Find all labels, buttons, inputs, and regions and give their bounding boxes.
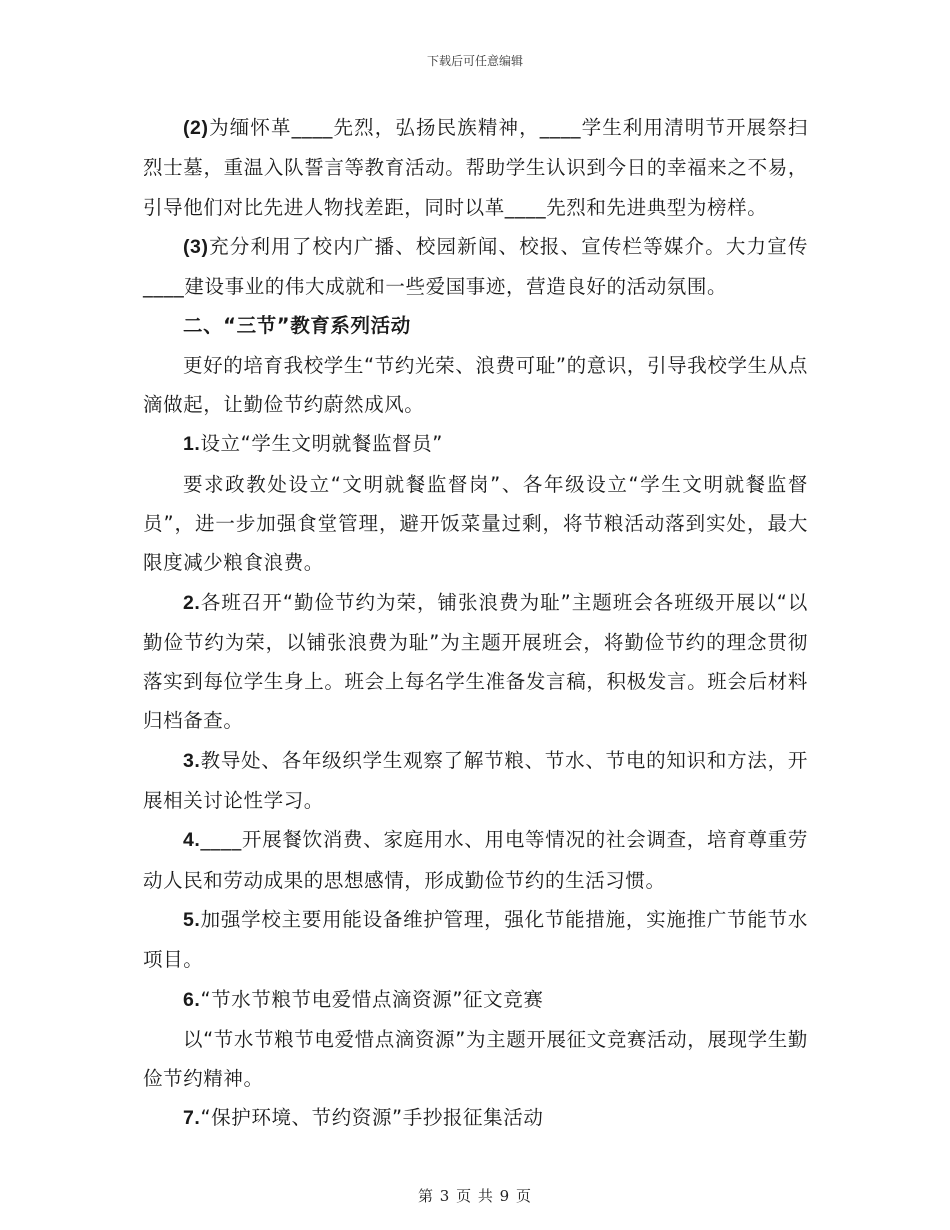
section-heading xyxy=(143,306,808,345)
paragraph-item-3 xyxy=(143,227,808,307)
paragraph-text: 设立“学生文明就餐监督员” xyxy=(200,432,443,456)
paragraph-text: 加强学校主要用能设备维护管理，强化节能措施，实施推广节能节水项目。 xyxy=(143,907,808,972)
list-item-6-title xyxy=(143,980,808,1020)
list-item-6-body xyxy=(143,1020,808,1099)
intro-paragraph xyxy=(143,346,808,425)
list-item-5 xyxy=(143,900,808,980)
paragraph-text: 为缅怀革____先烈，弘扬民族精神，____学生利用清明节开展祭扫烈士墓，重温入队誓言等教育活动。帮助学生认识到今日的幸福来之不易，引导他们对比先进人物找差距，同时以革____先烈和先进典型为榜样。 xyxy=(143,116,808,219)
page-footer: 第 3 页 共 9 页 xyxy=(418,1187,532,1205)
list-item-7-title xyxy=(143,1098,808,1138)
item-number: 7. xyxy=(182,1107,201,1130)
item-number: 3. xyxy=(182,749,201,772)
paragraph-text: “保护环境、节约资源”手抄报征集活动 xyxy=(200,1106,544,1130)
item-number: 1. xyxy=(182,433,201,456)
paragraph-text: 教导处、各年级织学生观察了解节粮、节水、节电的知识和方法，开展相关讨论性学习。 xyxy=(143,748,808,813)
list-item-3 xyxy=(143,741,808,821)
item-number: 5. xyxy=(182,908,201,931)
item-number: 6. xyxy=(182,988,201,1011)
paragraph-text: 以“节水节粮节电爱惜点滴资源”为主题开展征文竞赛活动，展现学生勤俭节约精神。 xyxy=(143,1027,808,1091)
document-body xyxy=(143,108,808,1139)
paragraph-item-2 xyxy=(143,108,808,227)
list-item-1-title xyxy=(143,424,808,464)
list-item-1-body xyxy=(143,465,808,583)
paragraph-text: 要求政教处设立“文明就餐监督岗”、各年级设立“学生文明就餐监督员”，进一步加强食堂管理，避开饭菜量过剩，将节粮活动落到实处，最大限度减少粮食浪费。 xyxy=(143,472,808,575)
item-number: (3) xyxy=(182,235,209,258)
heading-text: 二、“三节”教育系列活动 xyxy=(182,314,411,338)
paragraph-text: “节水节粮节电爱惜点滴资源”征文竞赛 xyxy=(200,987,544,1011)
item-number: 2. xyxy=(182,591,201,614)
paragraph-text: 各班召开“勤俭节约为荣，铺张浪费为耻”主题班会各班级开展以“以勤俭节约为荣，以铺张浪费为耻”为主题开展班会，将勤俭节约的理念贯彻落实到每位学生身上。班会上每名学生准备发言稿，积极发言。班会后材料归档备查。 xyxy=(143,590,808,733)
paragraph-text: 充分利用了校内广播、校园新闻、校报、宣传栏等媒介。大力宣传____建设事业的伟大成就和一些爱国事迹，营造良好的活动氛围。 xyxy=(143,234,808,299)
list-item-2 xyxy=(143,583,808,741)
paragraph-text: ____开展餐饮消费、家庭用水、用电等情况的社会调查，培育尊重劳动人民和劳动成果的思想感情，形成勤俭节约的生活习惯。 xyxy=(143,828,808,892)
paragraph-text: 更好的培育我校学生“节约光荣、浪费可耻”的意识，引导我校学生从点滴做起，让勤俭节约蔚然成风。 xyxy=(143,353,808,417)
item-number: 4. xyxy=(182,829,201,852)
download-note: 下载后可任意编辑 xyxy=(426,54,523,68)
list-item-4 xyxy=(143,820,808,900)
item-number: (2) xyxy=(182,117,209,139)
